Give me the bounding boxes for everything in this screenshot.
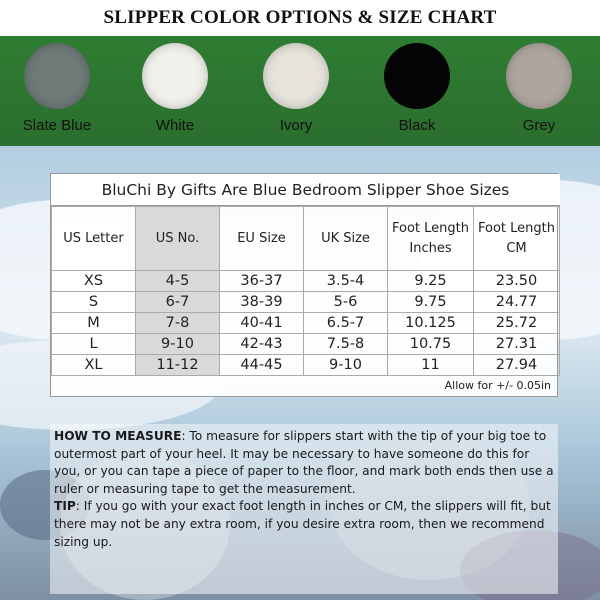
cell-uk-size: 9-10 — [304, 355, 388, 376]
table-row — [52, 292, 560, 313]
swatch-circle — [142, 43, 208, 109]
tip-text: : If you go with your exact foot length in inches or CM, the slippers will fit, but there may not be any extra room, if you desire extra room, then we recommend sizing up. — [54, 499, 551, 549]
table-caption: BluChi By Gifts Are Blue Bedroom Slipper Shoe Sizes — [51, 174, 560, 206]
size-table — [51, 174, 560, 376]
cell-cm: 27.94 — [474, 355, 560, 376]
cell-eu-size: 36-37 — [220, 271, 304, 292]
swatch-label: Black — [398, 117, 436, 134]
header-eu-size: EU Size — [220, 207, 304, 271]
measuring-instructions — [50, 424, 558, 594]
cell-us-letter: S — [52, 292, 136, 313]
swatch-label: White — [155, 117, 195, 134]
header-uk-size: UK Size — [304, 207, 388, 271]
cell-cm: 27.31 — [474, 334, 560, 355]
cell-uk-size: 3.5-4 — [304, 271, 388, 292]
swatch-circle — [24, 43, 90, 109]
page-title: SLIPPER COLOR OPTIONS & SIZE CHART — [103, 7, 497, 28]
header-foot-length-inches: Foot Length Inches — [388, 207, 474, 271]
cell-inches: 9.75 — [388, 292, 474, 313]
tip-paragraph — [54, 498, 554, 551]
cell-eu-size: 38-39 — [220, 292, 304, 313]
header-us-letter: US Letter — [52, 207, 136, 271]
how-to-measure-paragraph — [54, 428, 554, 498]
size-chart — [50, 173, 558, 397]
swatch-circle — [384, 43, 450, 109]
swatch-label: Slate Blue — [22, 117, 92, 134]
cell-uk-size: 6.5-7 — [304, 313, 388, 334]
cell-us-no: 4-5 — [136, 271, 220, 292]
tip-label: TIP — [54, 499, 76, 514]
cell-us-letter: XS — [52, 271, 136, 292]
cell-us-no: 11-12 — [136, 355, 220, 376]
cell-eu-size: 40-41 — [220, 313, 304, 334]
title-bar — [0, 0, 600, 36]
table-header-row — [52, 207, 560, 271]
cell-us-no: 6-7 — [136, 292, 220, 313]
cell-uk-size: 7.5-8 — [304, 334, 388, 355]
table-row — [52, 313, 560, 334]
cell-uk-size: 5-6 — [304, 292, 388, 313]
header-foot-length-cm: Foot Length CM — [474, 207, 560, 271]
cell-eu-size: 44-45 — [220, 355, 304, 376]
tolerance-note: Allow for +/- 0.05in — [444, 379, 551, 392]
cell-cm: 24.77 — [474, 292, 560, 313]
table-row — [52, 355, 560, 376]
cell-eu-size: 42-43 — [220, 334, 304, 355]
table-row — [52, 271, 560, 292]
cell-inches: 9.25 — [388, 271, 474, 292]
cell-inches: 10.125 — [388, 313, 474, 334]
cell-us-letter: XL — [52, 355, 136, 376]
cell-cm: 25.72 — [474, 313, 560, 334]
cell-cm: 23.50 — [474, 271, 560, 292]
cell-us-no: 9-10 — [136, 334, 220, 355]
how-to-measure-label: HOW TO MEASURE — [54, 429, 182, 443]
swatch-white — [115, 43, 235, 134]
swatch-grey — [479, 43, 599, 134]
color-swatch-band — [0, 36, 600, 146]
how-to-measure-text: : To measure for slippers start with the tip of your big toe to outermost part of your heel. It may be necessary to have someone do this for you, or you can tape a piece of paper to the floor, and mark both ends then use a ruler or measuring tape to get the measurement. — [54, 429, 554, 496]
cell-us-no: 7-8 — [136, 313, 220, 334]
swatch-label: Grey — [522, 117, 556, 134]
table-row — [52, 334, 560, 355]
swatch-slate-blue — [0, 43, 117, 134]
swatch-label: Ivory — [279, 117, 313, 134]
swatch-circle — [263, 43, 329, 109]
swatch-ivory — [236, 43, 356, 134]
cell-inches: 10.75 — [388, 334, 474, 355]
cell-inches: 11 — [388, 355, 474, 376]
cell-us-letter: M — [52, 313, 136, 334]
swatch-circle — [506, 43, 572, 109]
header-us-no: US No. — [136, 207, 220, 271]
cell-us-letter: L — [52, 334, 136, 355]
swatch-black — [357, 43, 477, 134]
